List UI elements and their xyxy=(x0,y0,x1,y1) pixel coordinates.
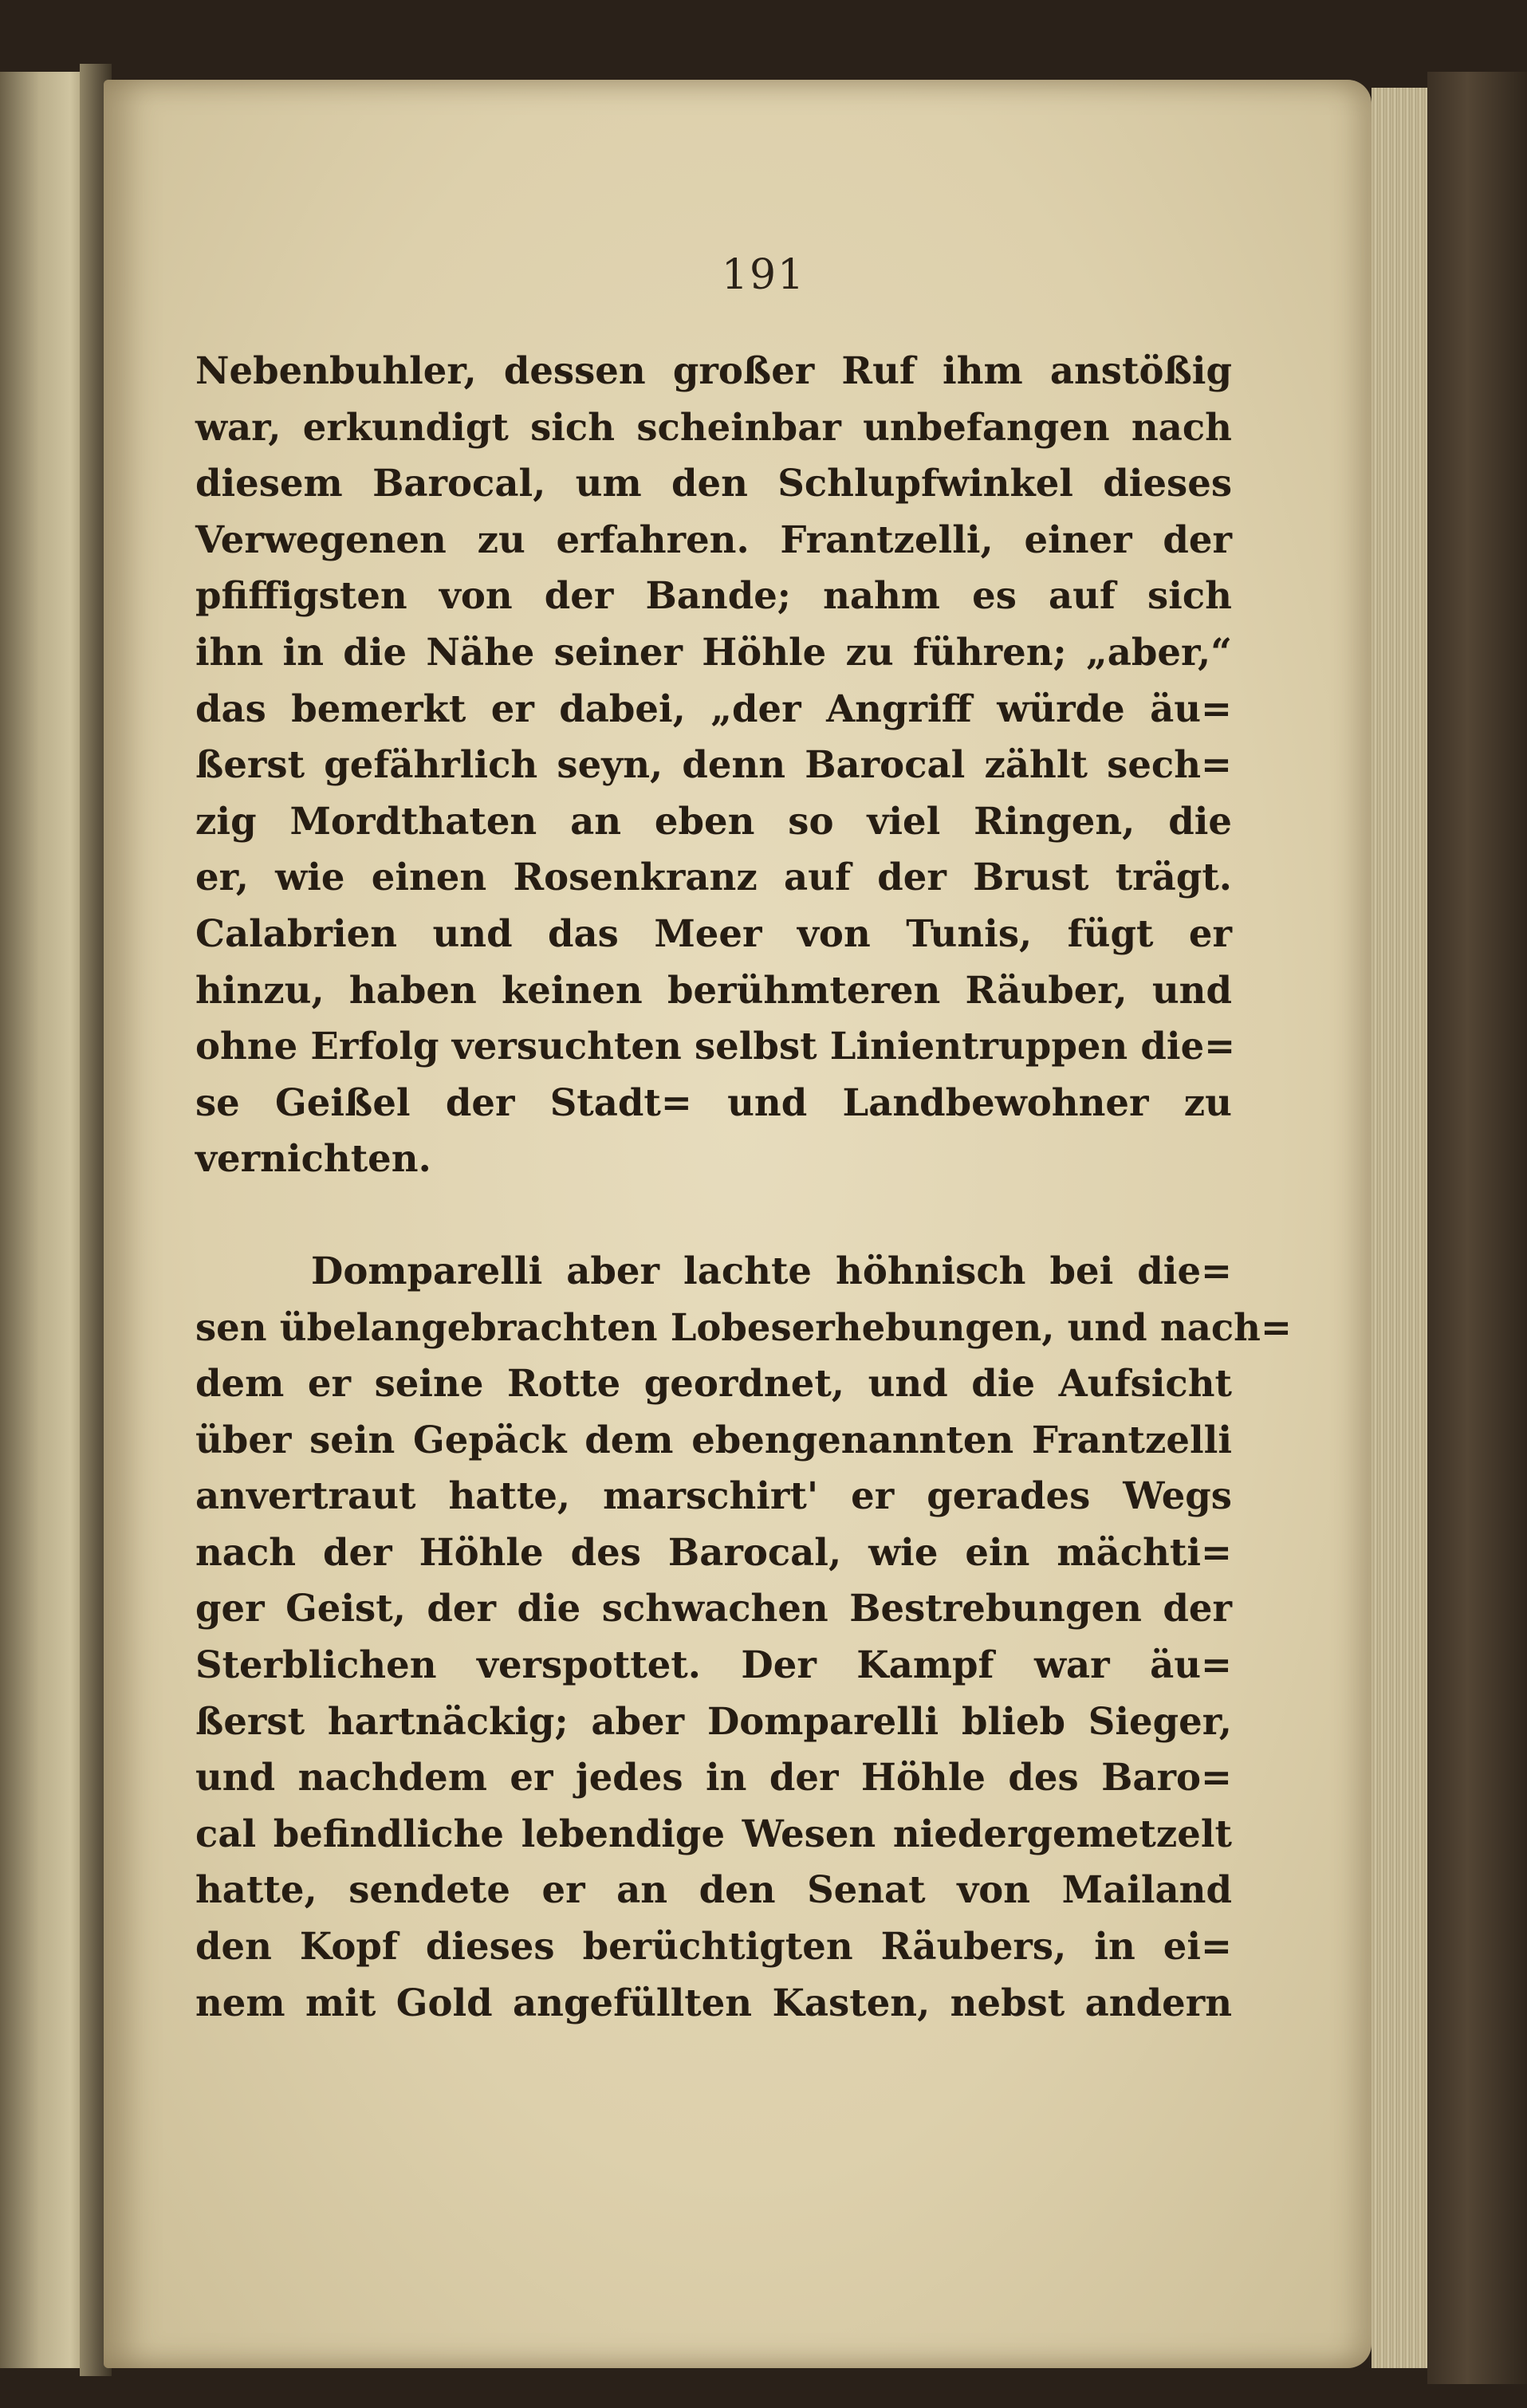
text-line: er, wie einen Rosenkranz auf der Brust trägt. xyxy=(195,855,1232,899)
page-number: 191 xyxy=(721,251,806,299)
text-line: ohne Erfolg versuchten selbst Linientruppen die= xyxy=(195,1024,1236,1068)
text-line: das bemerkt er dabei, „der Angriff würde äu= xyxy=(195,686,1232,730)
text-line: diesem Barocal, um den Schlupfwinkel dieses xyxy=(195,461,1232,506)
text-line: anvertraut hatte, marschirt' er gerades Wegs xyxy=(195,1474,1232,1518)
text-line: Verwegenen zu erfahren. Frantzelli, einer der xyxy=(195,517,1232,561)
text-line: Calabrien und das Meer von Tunis, fügt er xyxy=(195,911,1232,955)
text-line: ihn in die Nähe seiner Höhle zu führen; „aber,“ xyxy=(195,629,1232,674)
paragraph-gap xyxy=(195,1187,1232,1243)
text-line: sen übelangebrachten Lobeserhebungen, und nach= xyxy=(195,1304,1292,1349)
text-line: vernichten. xyxy=(195,1136,431,1181)
body-text xyxy=(195,343,1292,2031)
text-line: und nachdem er jedes in der Höhle des Baro= xyxy=(195,1755,1232,1800)
book-cover-edge xyxy=(1427,72,1527,2384)
text-line: ßerst hartnäckig; aber Domparelli blieb Sieger, xyxy=(195,1698,1232,1743)
text-line: über sein Gepäck dem ebengenannten Frantzelli xyxy=(195,1417,1232,1462)
text-line: nach der Höhle des Barocal, wie ein mächti= xyxy=(195,1529,1232,1574)
text-line: den Kopf dieses berüchtigten Räubers, in ei= xyxy=(195,1924,1232,1969)
text-line: zig Mordthaten an eben so viel Ringen, die xyxy=(195,798,1232,843)
text-line: pfiffigsten von der Bande; nahm es auf sich xyxy=(195,573,1232,618)
text-line: ger Geist, der die schwachen Bestrebungen der xyxy=(195,1586,1232,1631)
text-line: hinzu, haben keinen berühmteren Räuber, und xyxy=(195,967,1232,1012)
text-line: ßerst gefährlich seyn, denn Barocal zählt sech= xyxy=(195,742,1232,787)
text-line: Nebenbuhler, dessen großer Ruf ihm anstößig xyxy=(195,348,1232,392)
text-line: war, erkundigt sich scheinbar unbefangen nach xyxy=(195,404,1232,449)
text-line: se Geißel der Stadt= und Landbewohner zu xyxy=(195,1080,1232,1124)
text-line: nem mit Gold angefüllten Kasten, nebst andern xyxy=(195,1980,1232,2024)
paragraph-1 xyxy=(195,343,1236,1187)
left-page-edge xyxy=(0,72,88,2368)
text-line: dem er seine Rotte geordnet, und die Aufsicht xyxy=(195,1361,1232,1406)
text-line: Sterblichen verspottet. Der Kampf war äu= xyxy=(195,1643,1232,1687)
text-line: Domparelli aber lachte höhnisch bei die= xyxy=(311,1248,1232,1293)
text-line: hatte, sendete er an den Senat von Mailand xyxy=(195,1867,1232,1912)
paragraph-2 xyxy=(195,1243,1292,2031)
text-line: cal befindliche lebendige Wesen niedergemetzelt xyxy=(195,1811,1232,1855)
